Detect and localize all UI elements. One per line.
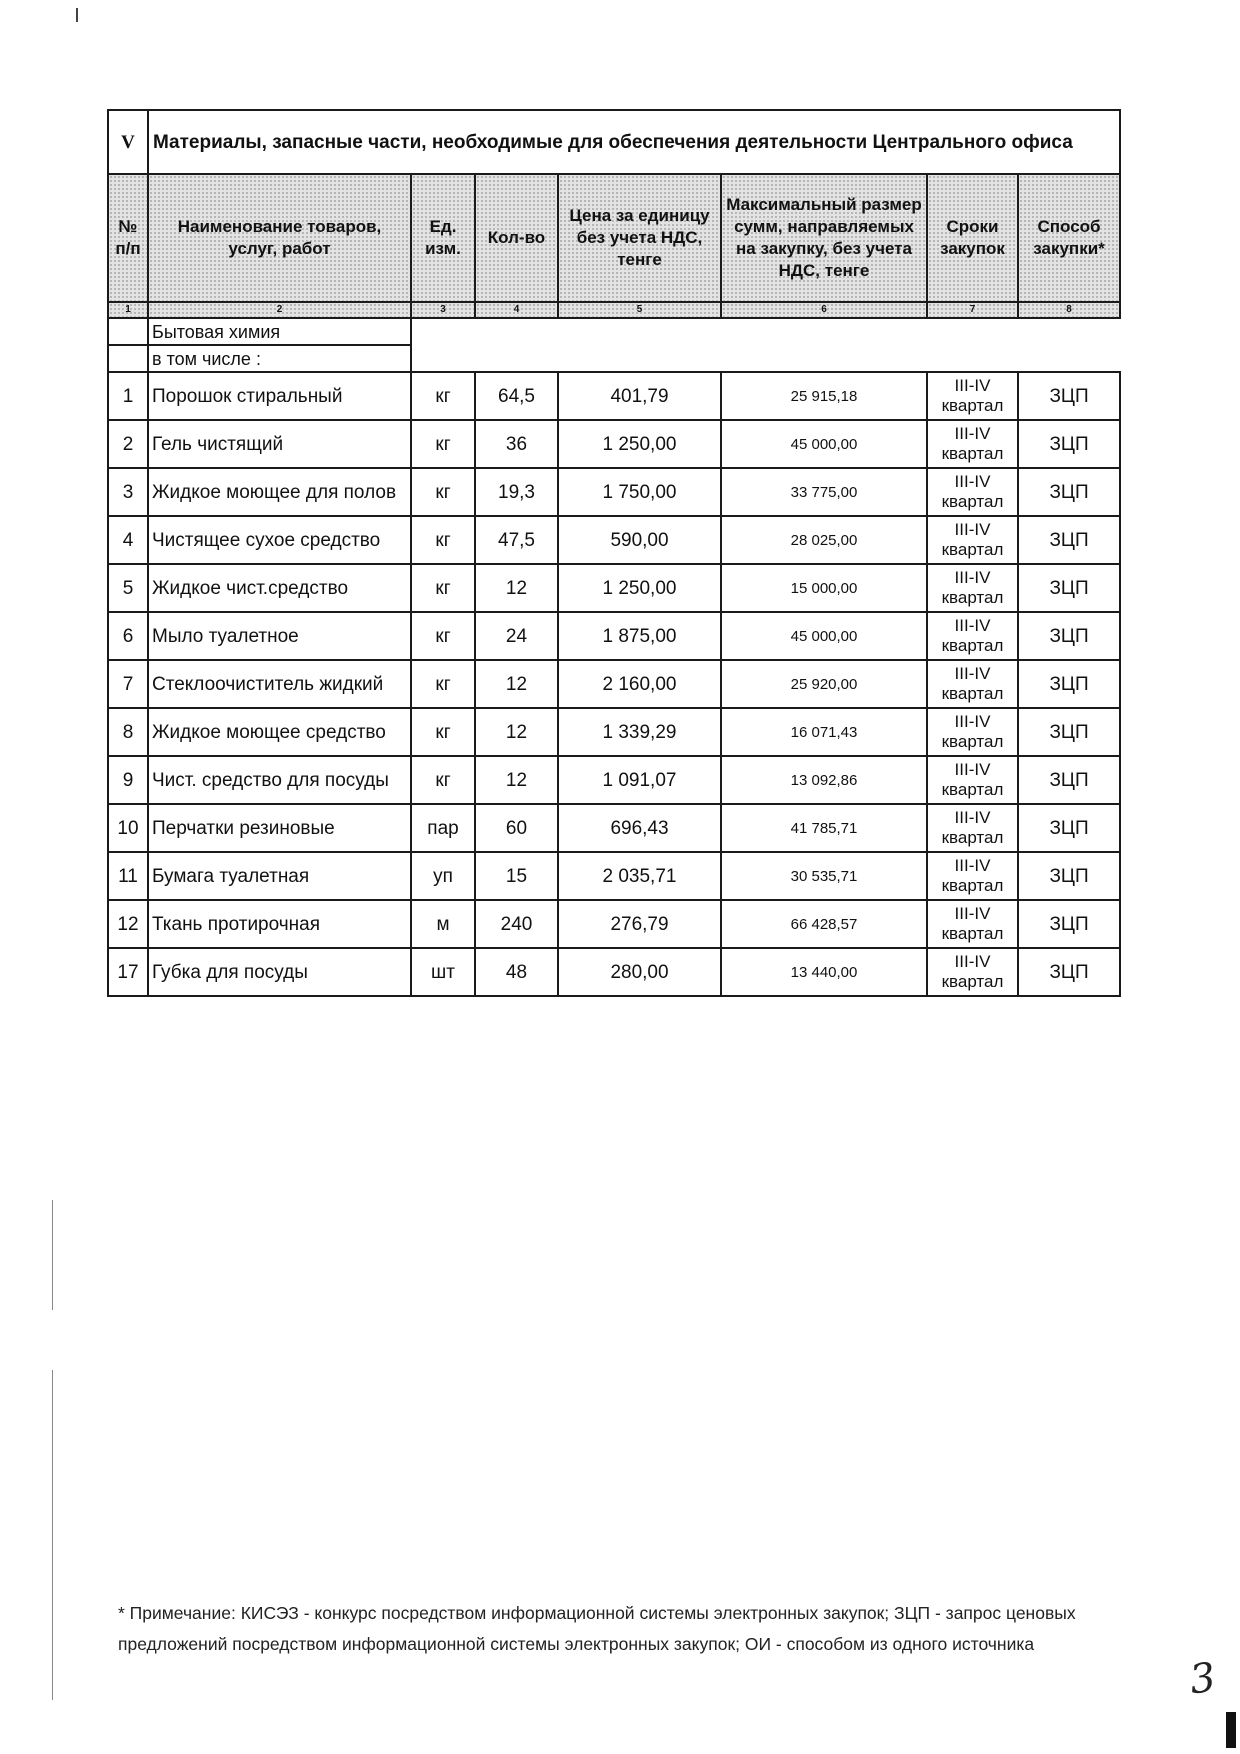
item-name: Мыло туалетное bbox=[148, 612, 411, 660]
item-procurement-term: III-IV квартал bbox=[927, 612, 1018, 660]
header-cell: Ед. изм. bbox=[411, 174, 475, 302]
header-cell: Способ закупки* bbox=[1018, 174, 1120, 302]
category-name: Бытовая химия bbox=[148, 318, 411, 345]
item-unit: кг bbox=[411, 756, 475, 804]
table-row bbox=[108, 900, 1120, 948]
item-procurement-method: ЗЦП bbox=[1018, 660, 1120, 708]
item-procurement-method: ЗЦП bbox=[1018, 420, 1120, 468]
header-cell: Сроки закупок bbox=[927, 174, 1018, 302]
item-unit-price: 1 091,07 bbox=[558, 756, 721, 804]
item-unit: кг bbox=[411, 372, 475, 420]
header-cell: Максимальный размер сумм, направляемых на закупку, без учета НДС, тенге bbox=[721, 174, 927, 302]
table-row bbox=[108, 804, 1120, 852]
item-unit-price: 2 160,00 bbox=[558, 660, 721, 708]
item-quantity: 12 bbox=[475, 708, 558, 756]
table-row bbox=[108, 948, 1120, 996]
item-procurement-term: III-IV квартал bbox=[927, 372, 1018, 420]
item-name: Бумага туалетная bbox=[148, 852, 411, 900]
column-number: 5 bbox=[558, 302, 721, 318]
column-number: 1 bbox=[108, 302, 148, 318]
column-number: 2 bbox=[148, 302, 411, 318]
item-unit-price: 2 035,71 bbox=[558, 852, 721, 900]
item-unit: кг bbox=[411, 420, 475, 468]
item-name: Чистящее сухое средство bbox=[148, 516, 411, 564]
item-procurement-method: ЗЦП bbox=[1018, 468, 1120, 516]
item-name: Порошок стиральный bbox=[148, 372, 411, 420]
category-num-cell bbox=[108, 345, 148, 372]
table-row bbox=[108, 372, 1120, 420]
item-unit: кг bbox=[411, 660, 475, 708]
item-quantity: 240 bbox=[475, 900, 558, 948]
column-number-row bbox=[108, 302, 1120, 318]
header-cell: Цена за единицу без учета НДС, тенге bbox=[558, 174, 721, 302]
item-procurement-method: ЗЦП bbox=[1018, 756, 1120, 804]
scan-mark bbox=[52, 1370, 53, 1700]
item-unit: уп bbox=[411, 852, 475, 900]
item-unit: кг bbox=[411, 516, 475, 564]
item-unit-price: 1 250,00 bbox=[558, 564, 721, 612]
item-procurement-term: III-IV квартал bbox=[927, 804, 1018, 852]
row-number: 5 bbox=[108, 564, 148, 612]
item-quantity: 12 bbox=[475, 756, 558, 804]
item-quantity: 12 bbox=[475, 564, 558, 612]
header-cell: Наименование товаров, услуг, работ bbox=[148, 174, 411, 302]
item-procurement-term: III-IV квартал bbox=[927, 756, 1018, 804]
item-name: Стеклоочиститель жидкий bbox=[148, 660, 411, 708]
row-number: 17 bbox=[108, 948, 148, 996]
item-max-amount: 25 915,18 bbox=[721, 372, 927, 420]
section-title: Материалы, запасные части, необходимые для обеспечения деятельности Центрального офиса bbox=[148, 110, 1120, 174]
item-procurement-term: III-IV квартал bbox=[927, 468, 1018, 516]
item-quantity: 19,3 bbox=[475, 468, 558, 516]
item-max-amount: 30 535,71 bbox=[721, 852, 927, 900]
row-number: 8 bbox=[108, 708, 148, 756]
row-number: 10 bbox=[108, 804, 148, 852]
item-procurement-method: ЗЦП bbox=[1018, 708, 1120, 756]
item-procurement-method: ЗЦП bbox=[1018, 372, 1120, 420]
item-max-amount: 15 000,00 bbox=[721, 564, 927, 612]
footnote: * Примечание: КИСЭЗ - конкурс посредством информационной системы электронных закупок; ЗЦП - запрос ценовых предложений посредством информационной системы электронных закупок; ОИ - способом из одного источника bbox=[118, 1603, 1076, 1654]
item-procurement-term: III-IV квартал bbox=[927, 708, 1018, 756]
row-number: 12 bbox=[108, 900, 148, 948]
item-max-amount: 13 440,00 bbox=[721, 948, 927, 996]
row-number: 11 bbox=[108, 852, 148, 900]
procurement-table bbox=[107, 109, 1121, 997]
table-row bbox=[108, 660, 1120, 708]
item-max-amount: 66 428,57 bbox=[721, 900, 927, 948]
item-unit-price: 1 875,00 bbox=[558, 612, 721, 660]
column-header-row bbox=[108, 174, 1120, 302]
item-procurement-term: III-IV квартал bbox=[927, 948, 1018, 996]
scan-mark bbox=[76, 8, 78, 22]
column-number: 6 bbox=[721, 302, 927, 318]
category-num-cell bbox=[108, 318, 148, 345]
row-number: 2 bbox=[108, 420, 148, 468]
item-unit: пар bbox=[411, 804, 475, 852]
header-cell: № п/п bbox=[108, 174, 148, 302]
column-number: 3 bbox=[411, 302, 475, 318]
header-cell: Кол-во bbox=[475, 174, 558, 302]
item-unit: кг bbox=[411, 708, 475, 756]
row-number: 1 bbox=[108, 372, 148, 420]
item-unit-price: 1 339,29 bbox=[558, 708, 721, 756]
item-max-amount: 45 000,00 bbox=[721, 612, 927, 660]
item-max-amount: 45 000,00 bbox=[721, 420, 927, 468]
item-procurement-method: ЗЦП bbox=[1018, 852, 1120, 900]
item-procurement-term: III-IV квартал bbox=[927, 660, 1018, 708]
item-procurement-method: ЗЦП bbox=[1018, 516, 1120, 564]
item-name: Губка для посуды bbox=[148, 948, 411, 996]
item-unit: кг bbox=[411, 612, 475, 660]
row-number: 7 bbox=[108, 660, 148, 708]
table-row bbox=[108, 564, 1120, 612]
column-number: 8 bbox=[1018, 302, 1120, 318]
item-name: Гель чистящий bbox=[148, 420, 411, 468]
item-unit-price: 1 750,00 bbox=[558, 468, 721, 516]
section-header-row bbox=[108, 110, 1120, 174]
section-number: V bbox=[108, 110, 148, 174]
item-max-amount: 33 775,00 bbox=[721, 468, 927, 516]
item-unit-price: 401,79 bbox=[558, 372, 721, 420]
item-name: Чист. средство для посуды bbox=[148, 756, 411, 804]
table-row bbox=[108, 420, 1120, 468]
scan-mark bbox=[52, 1200, 53, 1310]
item-procurement-term: III-IV квартал bbox=[927, 420, 1018, 468]
item-unit: кг bbox=[411, 468, 475, 516]
item-quantity: 60 bbox=[475, 804, 558, 852]
column-number: 7 bbox=[927, 302, 1018, 318]
item-procurement-method: ЗЦП bbox=[1018, 564, 1120, 612]
page-number: 3 bbox=[1186, 1654, 1219, 1704]
table-row bbox=[108, 852, 1120, 900]
table-row bbox=[108, 516, 1120, 564]
row-number: 9 bbox=[108, 756, 148, 804]
item-unit-price: 276,79 bbox=[558, 900, 721, 948]
row-number: 3 bbox=[108, 468, 148, 516]
table-row bbox=[108, 612, 1120, 660]
item-unit: шт bbox=[411, 948, 475, 996]
table-row bbox=[108, 468, 1120, 516]
item-quantity: 12 bbox=[475, 660, 558, 708]
item-name: Жидкое чист.средство bbox=[148, 564, 411, 612]
item-max-amount: 16 071,43 bbox=[721, 708, 927, 756]
item-max-amount: 41 785,71 bbox=[721, 804, 927, 852]
item-unit: кг bbox=[411, 564, 475, 612]
item-procurement-method: ЗЦП bbox=[1018, 804, 1120, 852]
item-unit-price: 280,00 bbox=[558, 948, 721, 996]
row-number: 6 bbox=[108, 612, 148, 660]
table-row bbox=[108, 708, 1120, 756]
item-procurement-method: ЗЦП bbox=[1018, 948, 1120, 996]
item-procurement-method: ЗЦП bbox=[1018, 612, 1120, 660]
item-procurement-term: III-IV квартал bbox=[927, 852, 1018, 900]
category-row bbox=[108, 318, 1120, 345]
item-procurement-term: III-IV квартал bbox=[927, 900, 1018, 948]
item-name: Жидкое моющее для полов bbox=[148, 468, 411, 516]
item-name: Жидкое моющее средство bbox=[148, 708, 411, 756]
item-unit-price: 1 250,00 bbox=[558, 420, 721, 468]
item-procurement-method: ЗЦП bbox=[1018, 900, 1120, 948]
item-unit: м bbox=[411, 900, 475, 948]
item-name: Ткань протирочная bbox=[148, 900, 411, 948]
item-quantity: 36 bbox=[475, 420, 558, 468]
item-quantity: 64,5 bbox=[475, 372, 558, 420]
row-number: 4 bbox=[108, 516, 148, 564]
item-max-amount: 13 092,86 bbox=[721, 756, 927, 804]
column-number: 4 bbox=[475, 302, 558, 318]
category-blank-cell bbox=[411, 318, 1120, 372]
item-quantity: 48 bbox=[475, 948, 558, 996]
item-max-amount: 28 025,00 bbox=[721, 516, 927, 564]
item-quantity: 47,5 bbox=[475, 516, 558, 564]
item-unit-price: 590,00 bbox=[558, 516, 721, 564]
item-quantity: 24 bbox=[475, 612, 558, 660]
table-row bbox=[108, 756, 1120, 804]
item-procurement-term: III-IV квартал bbox=[927, 516, 1018, 564]
item-max-amount: 25 920,00 bbox=[721, 660, 927, 708]
category-subtitle: в том числе : bbox=[148, 345, 411, 372]
item-procurement-term: III-IV квартал bbox=[927, 564, 1018, 612]
item-unit-price: 696,43 bbox=[558, 804, 721, 852]
scan-corner-mark bbox=[1226, 1712, 1236, 1748]
item-quantity: 15 bbox=[475, 852, 558, 900]
item-name: Перчатки резиновые bbox=[148, 804, 411, 852]
